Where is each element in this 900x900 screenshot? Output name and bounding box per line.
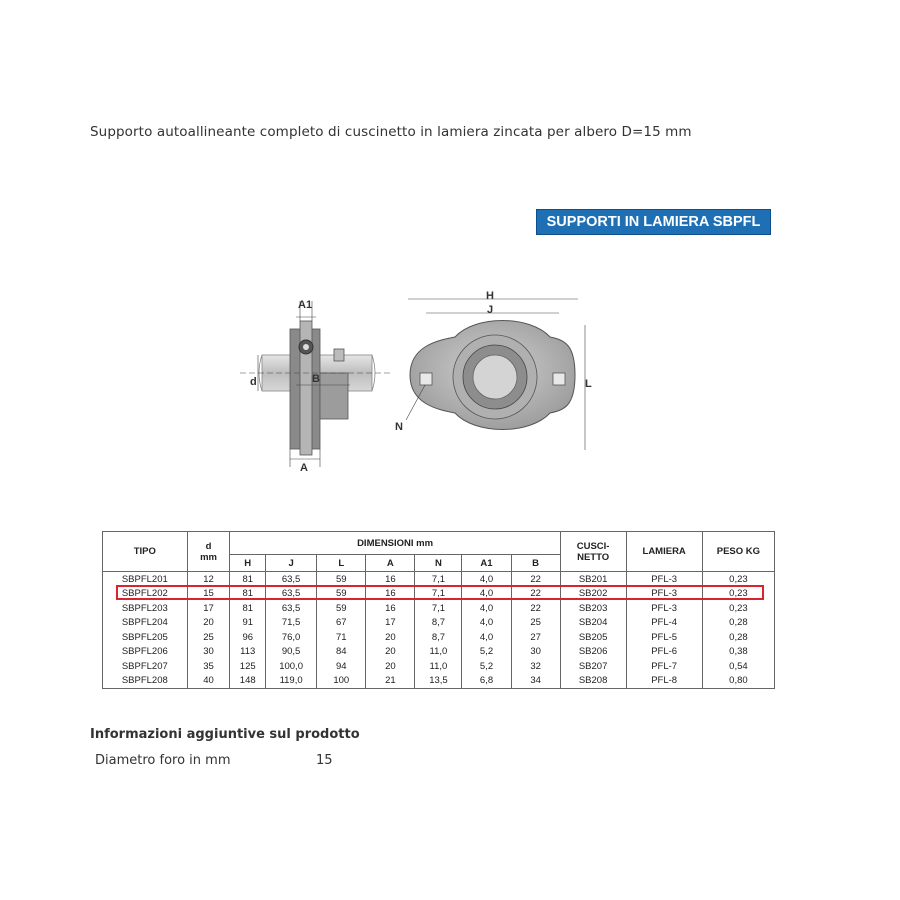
table-cell: 0,23 (702, 572, 774, 587)
table-cell: 119,0 (266, 674, 317, 689)
table-cell: 11,0 (415, 659, 462, 673)
table-cell: 91 (230, 616, 266, 630)
table-cell: 8,7 (415, 616, 462, 630)
table-cell: 34 (511, 674, 560, 689)
table-cell: 4,0 (462, 601, 511, 615)
table-cell: SBPFL207 (121, 660, 168, 672)
product-description: Supporto autoallineante completo di cuscinetto in lamiera zincata per albero D=15 mm (90, 124, 692, 140)
table-cell: 35 (187, 659, 230, 673)
table-cell: 30 (187, 645, 230, 659)
selected-row-highlight (116, 585, 764, 600)
header-peso: PESO KG (702, 532, 774, 572)
table-cell: 11,0 (415, 645, 462, 659)
table-cell: 25 (187, 630, 230, 644)
subheader-n: N (415, 555, 462, 572)
label-a1: A1 (298, 299, 313, 311)
header-d-unit: mm (200, 551, 217, 563)
table-cell: 22 (511, 601, 560, 615)
header-cuscinetto-line1: CUSCI- (576, 540, 610, 552)
header-tipo: TIPO (133, 546, 156, 557)
label-j: J (487, 304, 494, 316)
table-cell: SB208 (560, 674, 626, 689)
table-cell: 71,5 (266, 616, 317, 630)
table-cell: 0,38 (702, 645, 774, 659)
table-cell: 4,0 (462, 616, 511, 630)
table-cell: 59 (317, 572, 366, 587)
table-cell: 6,8 (462, 674, 511, 689)
table-cell: SB204 (560, 616, 626, 630)
header-cuscinetto (560, 532, 626, 572)
table-cell: 40 (187, 674, 230, 689)
table-cell: SB207 (560, 659, 626, 673)
table-cell: 16 (366, 601, 415, 615)
subheader-a1: A1 (462, 555, 511, 572)
table-cell: 76,0 (266, 630, 317, 644)
product-series-banner: SUPPORTI IN LAMIERA SBPFL (536, 209, 771, 235)
table-cell: 90,5 (266, 645, 317, 659)
table-cell: 100,0 (266, 659, 317, 673)
table-cell: 59 (317, 587, 366, 601)
table-cell: 0,23 (702, 601, 774, 615)
table-cell: 63,5 (266, 572, 317, 587)
label-l: L (585, 378, 592, 390)
table-cell: 7,1 (415, 587, 462, 601)
table-cell: 32 (511, 659, 560, 673)
table-row (103, 659, 774, 673)
specifications-table (102, 531, 775, 689)
table-cell: SBPFL201 (103, 572, 187, 587)
table-cell: SB201 (560, 572, 626, 587)
header-d (187, 532, 230, 572)
table-cell: 21 (366, 674, 415, 689)
header-lamiera: LAMIERA (626, 532, 702, 572)
table-cell: 13,5 (415, 674, 462, 689)
table-cell: 4,0 (462, 587, 511, 601)
label-b: B (312, 373, 320, 385)
subheader-a: A (366, 555, 415, 572)
bearing-technical-drawing (240, 285, 610, 475)
table-cell: 96 (230, 630, 266, 644)
table-cell: 0,54 (702, 659, 774, 673)
table-cell: 0,28 (702, 630, 774, 644)
table-cell: 63,5 (266, 601, 317, 615)
subheader-h: H (230, 555, 266, 572)
table-cell: SBPFL202 (121, 588, 168, 600)
table-row (103, 645, 774, 659)
table-cell: 81 (230, 572, 266, 587)
table-cell: 59 (317, 601, 366, 615)
table-cell: PFL-3 (626, 601, 702, 615)
table-cell: 20 (366, 645, 415, 659)
table-cell: 8,7 (415, 630, 462, 644)
table-cell: 7,1 (415, 572, 462, 587)
table-cell: SBPFL204 (121, 617, 168, 629)
table-cell: 20 (366, 630, 415, 644)
table-cell: 0,28 (702, 616, 774, 630)
header-dimensioni: DIMENSIONI mm (230, 532, 560, 555)
hole-diameter-label: Diametro foro in mm (95, 753, 231, 768)
table-cell: 25 (511, 616, 560, 630)
subheader-l: L (317, 555, 366, 572)
table-cell: SBPFL203 (121, 602, 168, 614)
table-cell: SB203 (560, 601, 626, 615)
label-d: d (250, 376, 257, 388)
table-cell: 15 (187, 587, 230, 601)
table-cell: 16 (366, 587, 415, 601)
table-cell: 4,0 (462, 630, 511, 644)
table-cell: 7,1 (415, 601, 462, 615)
table-cell: 12 (187, 572, 230, 587)
label-a: A (300, 462, 308, 474)
table-cell: 4,0 (462, 572, 511, 587)
table-cell: 0,23 (702, 587, 774, 601)
table-cell: PFL-3 (626, 587, 702, 601)
table-cell: 30 (511, 645, 560, 659)
table-row (103, 630, 774, 644)
table-row (103, 616, 774, 630)
side-view (240, 299, 390, 474)
table-cell: 100 (317, 674, 366, 689)
table-cell: 81 (230, 601, 266, 615)
front-view (395, 290, 592, 450)
table-cell: 71 (317, 630, 366, 644)
hole-diameter-value: 15 (316, 753, 333, 768)
table-cell: PFL-6 (626, 645, 702, 659)
table-cell: SBPFL205 (121, 631, 168, 643)
table-cell: 84 (317, 645, 366, 659)
table-cell: PFL-5 (626, 630, 702, 644)
label-h: H (486, 290, 494, 302)
table-cell: 113 (230, 645, 266, 659)
table-cell: 20 (366, 659, 415, 673)
table-cell: 5,2 (462, 645, 511, 659)
table-cell: 81 (230, 587, 266, 601)
table-cell: 0,80 (702, 674, 774, 689)
subheader-b: B (511, 555, 560, 572)
table-cell: PFL-3 (626, 572, 702, 587)
table-cell: 20 (187, 616, 230, 630)
table-cell: 148 (230, 674, 266, 689)
additional-info-title: Informazioni aggiuntive sul prodotto (90, 727, 360, 742)
table-cell: SB202 (560, 587, 626, 601)
table-cell: 67 (317, 616, 366, 630)
table-cell: 63,5 (266, 587, 317, 601)
table-cell: 17 (366, 616, 415, 630)
table-cell: SBPFL206 (121, 646, 168, 658)
table-cell: 5,2 (462, 659, 511, 673)
table-cell: 17 (187, 601, 230, 615)
table-cell: PFL-8 (626, 674, 702, 689)
table-cell: 94 (317, 659, 366, 673)
header-d-label: d (205, 540, 212, 552)
table-row (103, 674, 774, 689)
table-cell: SB206 (560, 645, 626, 659)
table-cell: 27 (511, 630, 560, 644)
header-cuscinetto-line2: NETTO (577, 551, 610, 563)
table-cell: SBPFL208 (121, 675, 168, 687)
table-cell: 125 (230, 659, 266, 673)
table-row (103, 601, 774, 615)
subheader-j: J (266, 555, 317, 572)
table-cell: 16 (366, 572, 415, 587)
table-cell: PFL-7 (626, 659, 702, 673)
label-n: N (395, 421, 403, 433)
table-cell: PFL-4 (626, 616, 702, 630)
table-cell: SB205 (560, 630, 626, 644)
table-cell: 22 (511, 572, 560, 587)
table-cell: 22 (511, 587, 560, 601)
